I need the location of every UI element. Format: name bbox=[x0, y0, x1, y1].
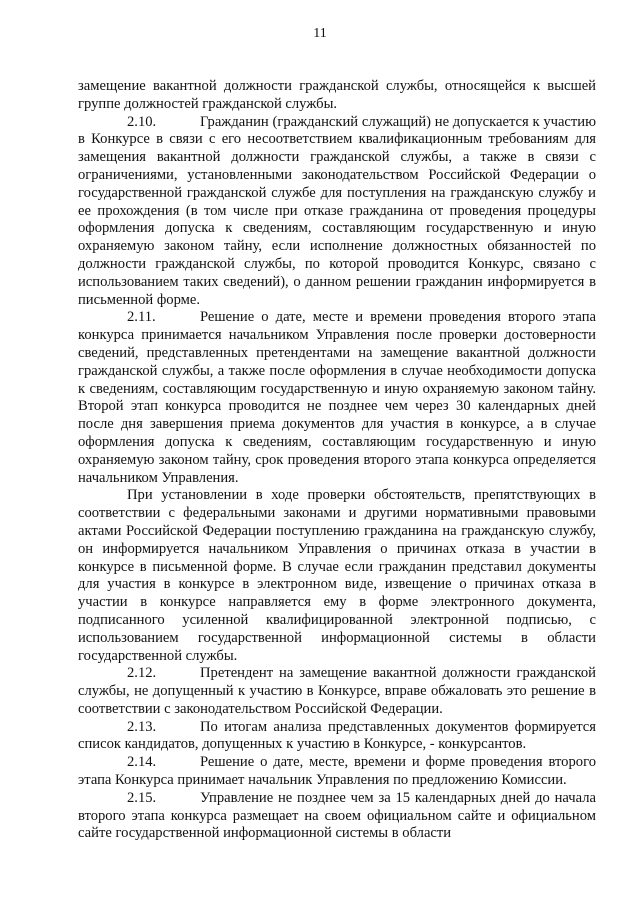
clause-number: 2.15. bbox=[127, 789, 157, 806]
clause-text: По итогам анализа представленных документов формируется список кандидатов, допущенных к участию в Конкурсе, - конкурсантов. bbox=[78, 718, 596, 753]
clause-text: Гражданин (гражданский служащий) не допускается к участию в Конкурсе в связи с его несоответствием квалификационным требованиям для замещения вакантной должности гражданской службы, а также в связи с ограничениями, установленными законодательством Российской Федерации о государственной гражданской службе для поступления на гражданскую службу и ее прохождения (в том числе при отказе гражданина от проведения процедуры оформления допуска к сведениям, составляющим государственную и иную охраняемую законом тайну, если исполнение должностных обязанностей по должности гражданской службы, по которой проводится Конкурс, связано с использованием таких сведений), о данном решении гражданин информируется в письменной форме. bbox=[78, 113, 596, 308]
clause-number: 2.14. bbox=[127, 754, 157, 771]
clause-text: Управление не позднее чем за 15 календарных дней до начала второго этапа конкурса размещает на своем официальном сайте и официальном сайте государственной информационной системы в области bbox=[78, 789, 596, 842]
clause-number: 2.12. bbox=[127, 665, 157, 682]
clause-2-11 bbox=[78, 309, 596, 487]
clause-text: Решение о дате, месте, времени и форме проведения второго этапа Конкурса принимает начальник Управления по предложению Комиссии. bbox=[78, 754, 596, 789]
clause-2-13 bbox=[78, 719, 596, 755]
clause-number: 2.13. bbox=[127, 718, 157, 735]
clause-2-10 bbox=[78, 114, 596, 310]
document-body bbox=[78, 78, 596, 843]
clause-2-14 bbox=[78, 754, 596, 790]
paragraph-text: При установлении в ходе проверки обстоятельств, препятствующих в соответствии с федеральными законами и другими нормативными правовыми актами Российской Федерации поступлению гражданина на гражданскую службу, он информируется начальником Управления о причинах отказа в участии в конкурсе в письменной форме. В случае если гражданин представил документы для участия в конкурсе в электронном виде, извещение о причинах отказа в участии в конкурсе направляется ему в форме электронного документа, подписанного усиленной квалифицированной электронной подписью, с использованием государственной информационной системы в области государственной службы. bbox=[78, 487, 596, 664]
paragraph-text: замещение вакантной должности гражданской службы, относящейся к высшей группе должностей гражданской службы. bbox=[78, 78, 596, 112]
clause-number: 2.10. bbox=[127, 113, 157, 130]
page-number: 11 bbox=[313, 26, 327, 41]
paragraph-refusal bbox=[78, 487, 596, 665]
clause-text: Решение о дате, месте и времени проведения второго этапа конкурса принимается начальником Управления после проверки достоверности сведений, представленных претендентами на замещение вакантной должности гражданской службы, а также после оформления в случае необходимости допуска к сведениям, составляющим государственную и иную охраняемую законом тайну. Второй этап конкурса проводится не позднее чем через 30 календарных дней после дня завершения приема документов для участия в конкурсе, а в случае оформления допуска к сведениям, составляющим государственную и иную охраняемую законом тайну, срок проведения второго этапа конкурса определяется начальником Управления. bbox=[78, 309, 596, 486]
paragraph-continuation bbox=[78, 78, 596, 114]
clause-2-12 bbox=[78, 665, 596, 718]
clause-number: 2.11. bbox=[127, 309, 156, 326]
clause-text: Претендент на замещение вакантной должности гражданской службы, не допущенный к участию в Конкурсе, вправе обжаловать это решение в соответствии с законодательством Российской Федерации. bbox=[78, 665, 596, 717]
clause-2-15 bbox=[78, 790, 596, 843]
